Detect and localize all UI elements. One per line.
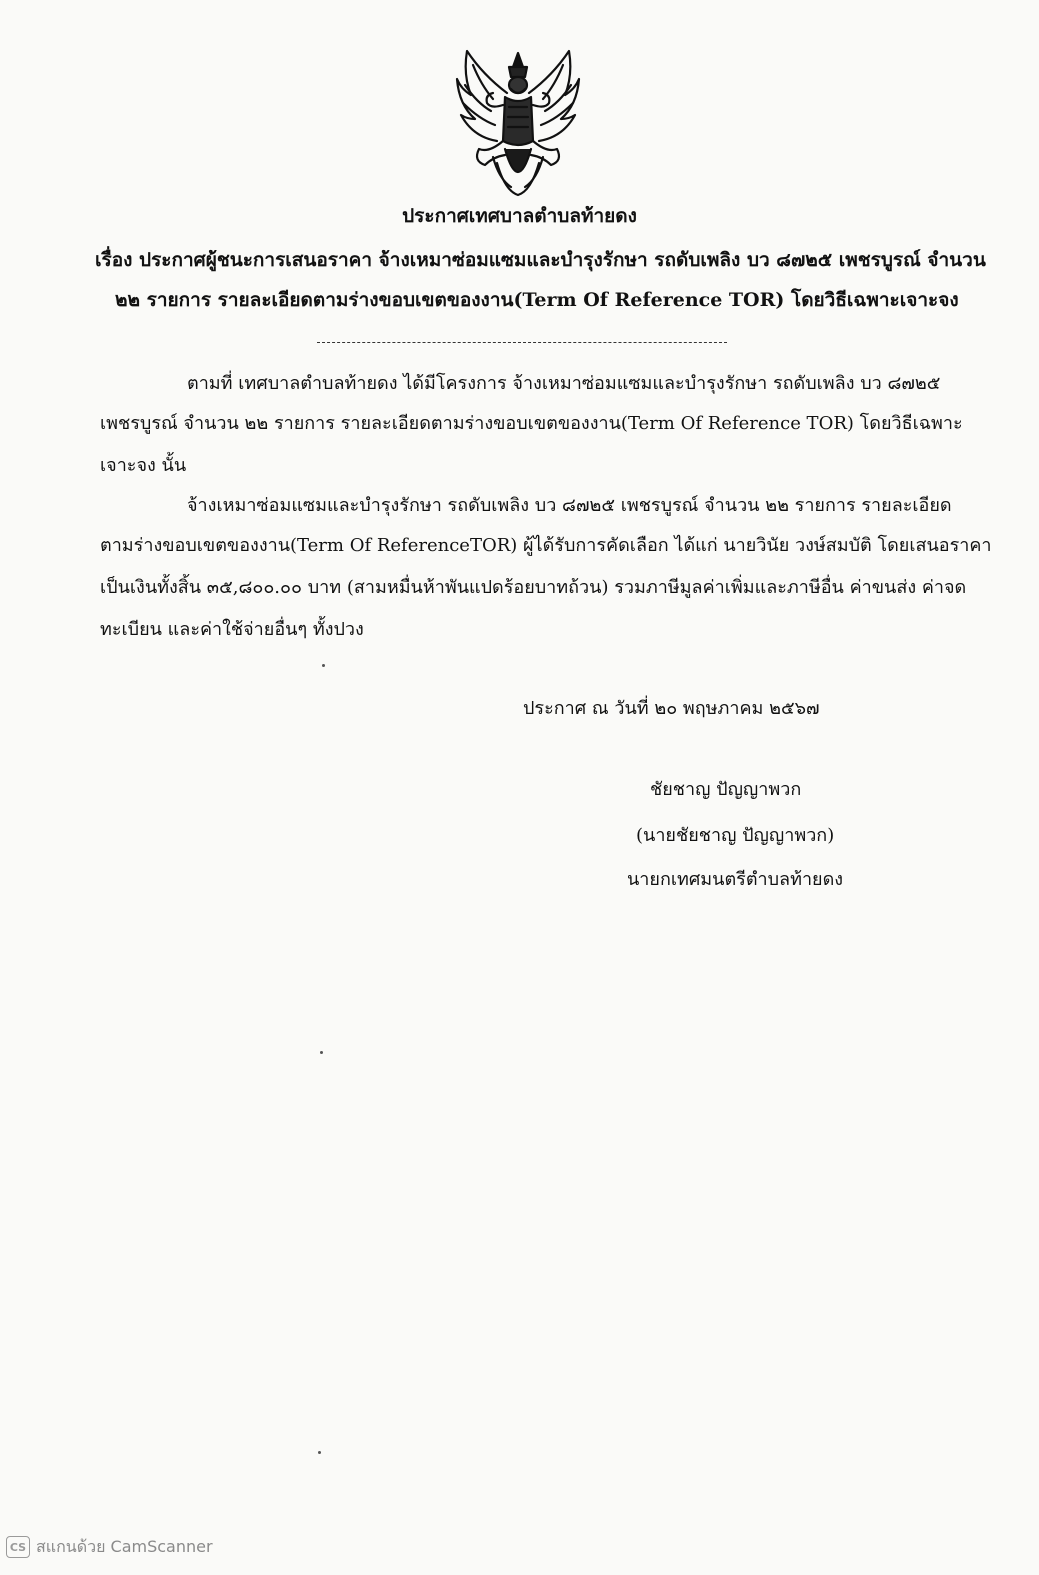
announcement-date: ประกาศ ณ วันที่ ๒๐ พฤษภาคม ๒๕๖๗: [523, 698, 820, 719]
signed-name: ชัยชาญ ปัญญาพวก: [650, 779, 802, 800]
paragraph-2-line-3: เป็นเงินทั้งสิ้น ๓๕,๘๐๐.๐๐ บาท (สามหมื่นห้าพันแปดร้อยบาทถ้วน) รวมภาษีมูลค่าเพิ่มและภาษีอื่น ค่าขนส่ง ค่าจด: [100, 577, 967, 598]
paragraph-1-line-2: เพชรบูรณ์ จำนวน ๒๒ รายการ รายละเอียดตามร่างขอบเขตของงาน(Term Of Reference TOR) โดยวิธีเฉพาะ: [100, 413, 963, 434]
scan-speck: [320, 1051, 323, 1054]
paragraph-2-line-1: จ้างเหมาซ่อมแซมและบำรุงรักษา รถดับเพลิง บว ๘๗๒๕ เพชรบูรณ์ จำนวน ๒๒ รายการ รายละเอียด: [187, 495, 952, 516]
paragraph-1-line-3: เจาะจง นั้น: [100, 455, 187, 476]
paragraph-2-line-4: ทะเบียน และค่าใช้จ่ายอื่นๆ ทั้งปวง: [100, 619, 364, 640]
scan-speck: [322, 664, 325, 667]
paragraph-1-line-1: ตามที่ เทศบาลตำบลท้ายดง ได้มีโครงการ จ้างเหมาซ่อมแซมและบำรุงรักษา รถดับเพลิง บว ๘๗๒๕: [187, 373, 941, 394]
document-title: ประกาศเทศบาลตำบลท้ายดง: [402, 205, 637, 227]
scan-speck: [318, 1451, 321, 1454]
garuda-emblem-icon: [453, 45, 583, 200]
camscanner-watermark: [6, 1536, 213, 1558]
watermark-text: สแกนด้วย CamScanner: [36, 1536, 213, 1556]
subject-line-2: ๒๒ รายการ รายละเอียดตามร่างขอบเขตของงาน(Term Of Reference TOR) โดยวิธีเฉพาะเจาะจง: [115, 289, 959, 311]
printed-name: (นายชัยชาญ ปัญญาพวก): [636, 825, 835, 846]
paragraph-2-line-2: ตามร่างขอบเขตของงาน(Term Of ReferenceTOR) ผู้ได้รับการคัดเลือก ได้แก่ นายวินัย วงษ์สมบัติ โดยเสนอราคา: [100, 535, 992, 556]
camscanner-logo-icon: CS: [6, 1536, 30, 1558]
divider-line: [317, 342, 727, 343]
subject-line-1: เรื่อง ประกาศผู้ชนะการเสนอราคา จ้างเหมาซ่อมแซมและบำรุงรักษา รถดับเพลิง บว ๘๗๒๕ เพชรบูรณ์ จำนวน: [95, 249, 986, 271]
signer-position: นายกเทศมนตรีตำบลท้ายดง: [627, 869, 844, 890]
